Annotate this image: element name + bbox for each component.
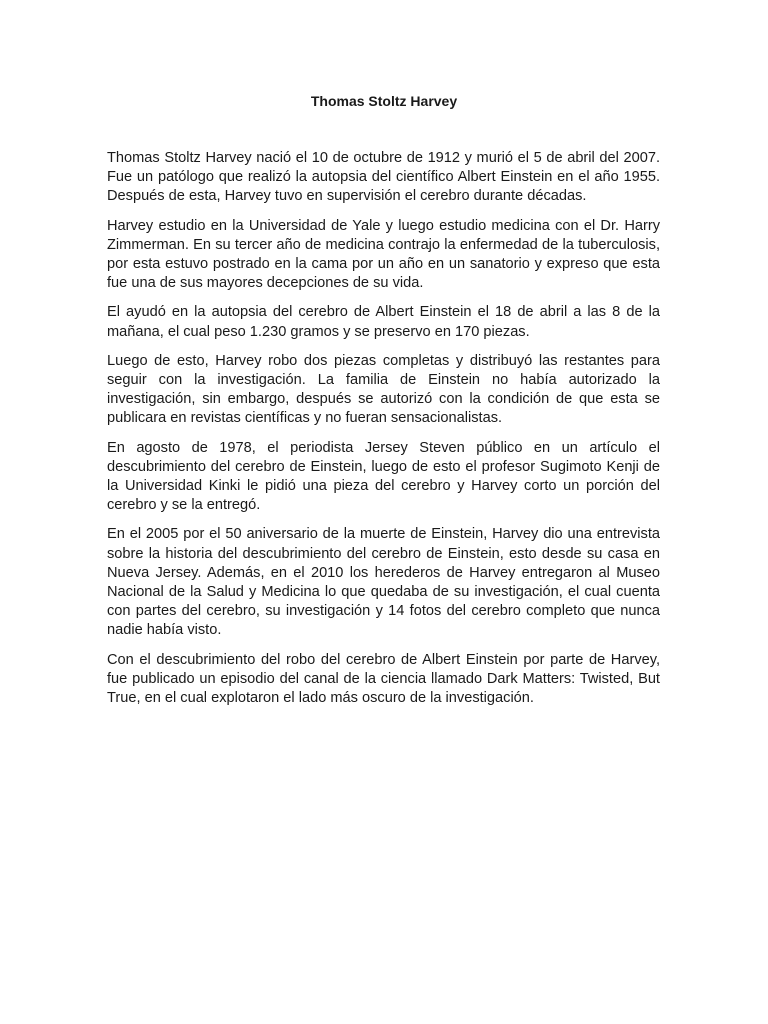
paragraph-6: En el 2005 por el 50 aniversario de la muerte de Einstein, Harvey dio una entrevista sobre la historia del descubrimiento del cerebro de Einstein, esto desde su casa en Nueva Jersey. Además, en el 2010 los herederos de Harvey entregaron al Museo Nacional de la Salud y Medicina lo que quedaba de su investigación, el cual cuenta con partes del cerebro, su investigación y 14 fotos del cerebro completo que nunca nadie había visto. bbox=[107, 526, 660, 639]
paragraph-3: El ayudó en la autopsia del cerebro de Albert Einstein el 18 de abril a las 8 de la mañana, el cual peso 1.230 gramos y se preservo en 170 piezas. bbox=[107, 304, 660, 340]
paragraph-1: Thomas Stoltz Harvey nació el 10 de octubre de 1912 y murió el 5 de abril del 2007. Fue un patólogo que realizó la autopsia del científico Albert Einstein en el año 1955. Después de esta, Harvey tuvo en supervisión el cerebro durante décadas. bbox=[107, 150, 660, 205]
document-body bbox=[107, 149, 660, 718]
paragraph-5: En agosto de 1978, el periodista Jersey Steven público en un artículo el descubrimiento del cerebro de Einstein, luego de esto el profesor Sugimoto Kenji de la Universidad Kinki le pidió una pieza del cerebro y Harvey corto un porción del cerebro y se la entregó. bbox=[107, 439, 660, 514]
document-title: Thomas Stoltz Harvey bbox=[310, 93, 458, 109]
paragraph-2: Harvey estudio en la Universidad de Yale y luego estudio medicina con el Dr. Harry Zimmerman. En su tercer año de medicina contrajo la enfermedad de la tuberculosis, por esta estuvo postrado en la cama por un año en un sanatorio y expreso que esta fue una de sus mayores decepciones de su vida. bbox=[107, 217, 660, 292]
paragraph-4: Luego de esto, Harvey robo dos piezas completas y distribuyó las restantes para seguir con la investigación. La familia de Einstein no había autorizado la investigación, sin embargo, después se autorizó con la condición de que esta se publicara en revistas científicas y no fueran sensacionalistas. bbox=[107, 352, 660, 427]
paragraph-7: Con el descubrimiento del robo del cerebro de Albert Einstein por parte de Harvey, fue publicado un episodio del canal de la ciencia llamado Dark Matters: Twisted, But True, en el cual explotaron el lado más oscuro de la investigación. bbox=[107, 651, 660, 707]
